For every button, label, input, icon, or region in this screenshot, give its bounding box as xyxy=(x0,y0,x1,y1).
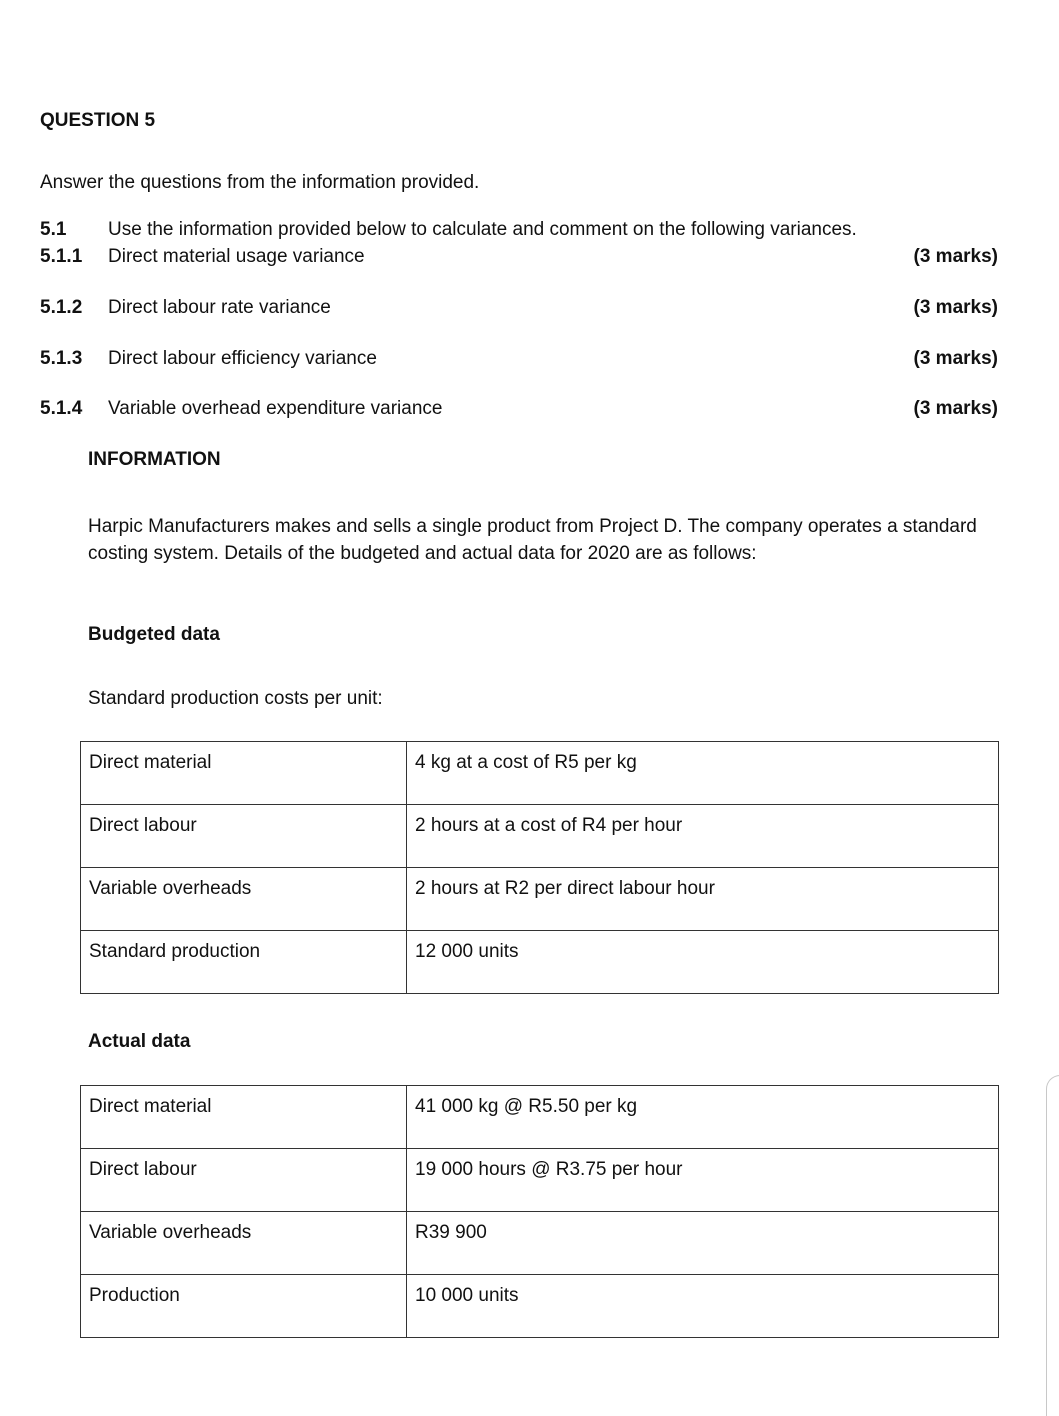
table-cell-value: 10 000 units xyxy=(407,1275,999,1338)
table-cell-value: 2 hours at a cost of R4 per hour xyxy=(407,805,999,868)
item-marks: (3 marks) xyxy=(913,348,998,369)
budgeted-heading: Budgeted data xyxy=(88,624,220,645)
table-cell-label: Direct material xyxy=(81,1086,407,1149)
item-number: 5.1.1 xyxy=(40,246,83,267)
table-cell-label: Production xyxy=(81,1275,407,1338)
item-text: Direct labour efficiency variance xyxy=(108,348,377,369)
budgeted-subheading: Standard production costs per unit: xyxy=(88,688,383,709)
item-number: 5.1.3 xyxy=(40,348,83,369)
item-text: Direct material usage variance xyxy=(108,246,365,267)
table-cell-value: 41 000 kg @ R5.50 per kg xyxy=(407,1086,999,1149)
question-instruction: Answer the questions from the information provided. xyxy=(40,172,480,193)
item-marks: (3 marks) xyxy=(913,297,998,318)
table-cell-label: Direct labour xyxy=(81,1149,407,1212)
item-number: 5.1.4 xyxy=(40,398,83,419)
actual-heading: Actual data xyxy=(88,1031,191,1052)
table-row xyxy=(81,931,999,994)
budgeted-table xyxy=(80,741,999,994)
table-cell-value: R39 900 xyxy=(407,1212,999,1275)
table-cell-label: Variable overheads xyxy=(81,1212,407,1275)
table-cell-value: 4 kg at a cost of R5 per kg xyxy=(407,742,999,805)
item-marks: (3 marks) xyxy=(913,246,998,267)
table-cell-value: 19 000 hours @ R3.75 per hour xyxy=(407,1149,999,1212)
question-heading: QUESTION 5 xyxy=(40,110,156,131)
table-cell-label: Variable overheads xyxy=(81,868,407,931)
table-cell-label: Direct material xyxy=(81,742,407,805)
table-cell-value: 12 000 units xyxy=(407,931,999,994)
table-row xyxy=(81,1212,999,1275)
item-text: Use the information provided below to calculate and comment on the following variances. xyxy=(108,219,857,240)
table-row xyxy=(81,805,999,868)
page-edge-scroll-handle[interactable] xyxy=(1046,1075,1059,1416)
table-cell-label: Standard production xyxy=(81,931,407,994)
table-row xyxy=(81,1149,999,1212)
table-row xyxy=(81,742,999,805)
table-row xyxy=(81,1275,999,1338)
item-number: 5.1 xyxy=(40,219,67,240)
item-number: 5.1.2 xyxy=(40,297,83,318)
table-cell-value: 2 hours at R2 per direct labour hour xyxy=(407,868,999,931)
table-row xyxy=(81,1086,999,1149)
information-paragraph: Harpic Manufacturers makes and sells a single product from Project D. The company operates a standard costing system. Details of the budgeted and actual data for 2020 are as follows: xyxy=(88,516,977,564)
actual-table xyxy=(80,1085,999,1338)
table-cell-label: Direct labour xyxy=(81,805,407,868)
information-heading: INFORMATION xyxy=(88,449,221,470)
table-row xyxy=(81,868,999,931)
item-marks: (3 marks) xyxy=(913,398,998,419)
item-text: Direct labour rate variance xyxy=(108,297,331,318)
item-text: Variable overhead expenditure variance xyxy=(108,398,443,419)
